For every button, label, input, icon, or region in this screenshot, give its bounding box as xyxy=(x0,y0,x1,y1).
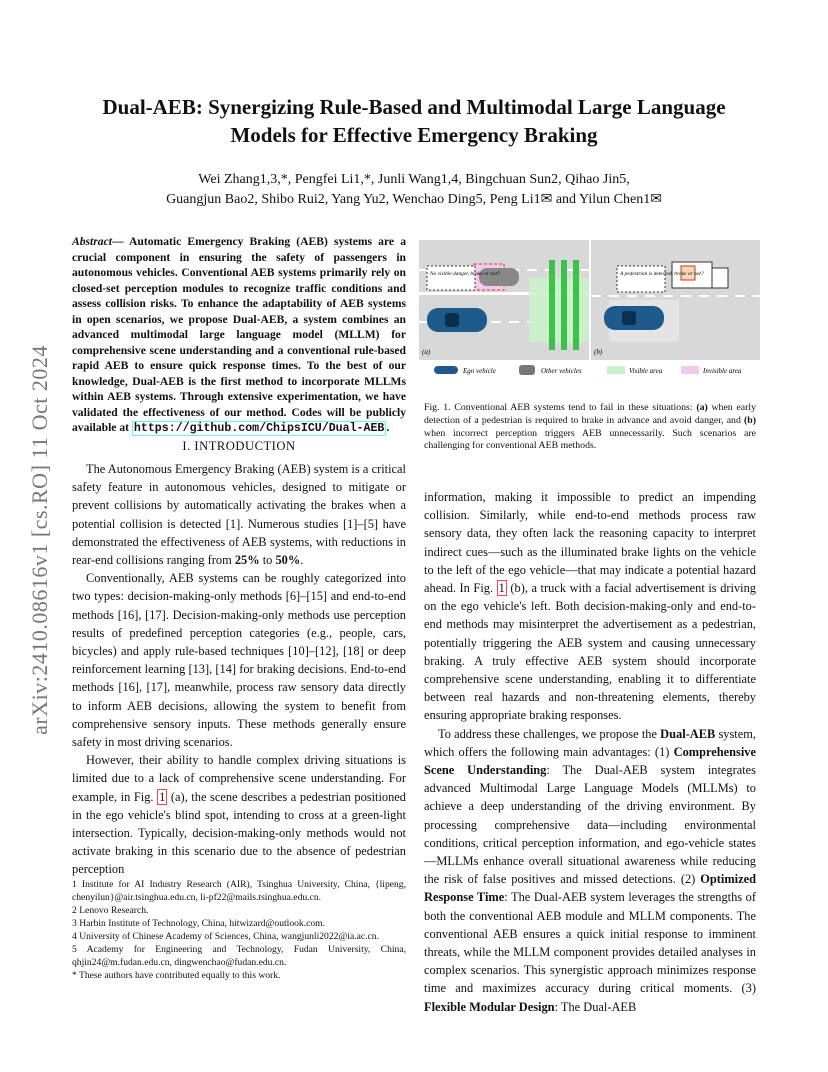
paragraph: However, their ability to handle complex driving situations is limited due to a lack of comprehensive scene understanding. For example, in Fig. 1 (a), the scene describes a pedestrian positioned in the ego vehicle's blind spot, intending to cross at a green-light intersection. Typically, decision-making-only methods would not activate braking in this scenario due to the absence of pedestrian perception xyxy=(72,753,407,877)
right-column-body xyxy=(424,488,756,1016)
authors-line-1: Wei Zhang1,3,*, Pengfei Li1,*, Junli Wang1,4, Bingchuan Sun2, Qihao Jin5, xyxy=(198,172,630,187)
figure-link[interactable]: 1 xyxy=(159,789,166,804)
figure-1 xyxy=(419,240,760,385)
footnote: 1 Institute for AI Industry Research (AIR), Tsinghua University, China, {lipeng, chenyilun}@air.tsinghua.edu.cn, li-pf22@mails.tsinghua.edu.cn. xyxy=(72,879,406,903)
author-list xyxy=(60,170,768,210)
left-column-body xyxy=(72,460,406,879)
code-link[interactable]: https://github.com/ChipsICU/Dual-AEB xyxy=(133,422,385,435)
speech-bubble-a xyxy=(427,266,475,290)
footnotes xyxy=(72,878,406,982)
authors-line-2: Guangjun Bao2, Shibo Rui2, Yang Yu2, Wenchao Ding5, Peng Li1✉ and Yilun Chen1✉ xyxy=(166,192,662,207)
paper-title xyxy=(60,93,768,149)
title-line-2: Models for Effective Emergency Braking xyxy=(230,123,598,147)
arxiv-identifier: arXiv:2410.08616v1 [cs.RO] 11 Oct 2024 xyxy=(27,345,52,735)
footnote: 5 Academy for Engineering and Technology, Fudan University, China, qhjin24@m.fudan.edu.cn, dingwenchao@fudan.edu.cn. xyxy=(72,944,406,968)
svg-text:Invisible area: Invisible area xyxy=(703,367,742,375)
speech-bubble-b xyxy=(617,266,665,292)
paragraph: The Autonomous Emergency Braking (AEB) system is a critical safety feature in autonomous vehicles, designed to mitigate or prevent collisions by automatically activating the brakes when a potential collision is detected [1]. Numerous studies [1]–[5] have demonstrated the effectiveness of AEB systems, with reductions in rear-end collisions ranging from 25% to 50%. xyxy=(72,462,406,568)
title-line-1: Dual-AEB: Synergizing Rule-Based and Multimodal Large Language xyxy=(102,95,726,119)
svg-text:Visible area: Visible area xyxy=(629,367,663,375)
legend-ego-swatch xyxy=(434,366,458,374)
abstract: Abstract— Automatic Emergency Braking (AEB) systems are a crucial component in ensuring the safety of passengers in autonomous vehicles. Conventional AEB systems primarily rely on closed-set perception modules to recognize traffic conditions and assess collision risks. To enhance the adaptability of AEB systems in open scenarios, we propose Dual-AEB, a system combines an advanced multimodal large language model (MLLM) for comprehensive scene understanding and a conventional rule-based rapid AEB to ensure quick response times. To the best of our knowledge, Dual-AEB is the first method to incorporate MLLMs within AEB systems. Through extensive experimentation, we have validated the effectiveness of our method. Codes will be publicly available at https://github.com/ChipsICU/Dual-AEB . xyxy=(72,235,406,435)
svg-text:(a): (a) xyxy=(422,348,431,356)
footnote: * These authors have contributed equally to this work. xyxy=(72,970,281,981)
svg-text:No visible danger, brake or no: No visible danger, brake or not? xyxy=(430,271,500,277)
crosswalk xyxy=(549,260,579,350)
footnote: 2 Lenovo Research. xyxy=(72,905,149,916)
legend-visible-swatch xyxy=(607,366,625,374)
svg-text:Ego vehicle: Ego vehicle xyxy=(463,367,496,375)
abstract-text: — Automatic Emergency Braking (AEB) systems are a crucial component in ensuring the safety of passengers in autonomous vehicles. Conventional AEB systems primarily rely on closed-set perception modules to recognize traffic conditions and assess collision risks. To enhance the adaptability of AEB systems in open scenarios, we propose Dual-AEB, a system combines an advanced multimodal large language model (MLLM) for comprehensive scene understanding and a conventional rule-based rapid AEB to ensure quick response times. To the best of our knowledge, Dual-AEB is the first method to incorporate MLLMs within AEB systems. Through extensive experimentation, we have validated the effectiveness of our method. Codes will be publicly available at xyxy=(72,235,406,434)
svg-text:Other vehicles: Other vehicles xyxy=(541,367,582,375)
footnote: 3 Harbin Institute of Technology, China, hitwizard@outlook.com. xyxy=(72,918,326,929)
visible-area xyxy=(529,278,589,342)
figure-caption: Fig. 1. Conventional AEB systems tend to fail in these situations: (a) when early detection of a pedestrian is required to brake in advance and avoid danger, and (b) when incorrect perception triggers AEB unnecessarily. Such scenarios are challenging for conventional AEB methods. xyxy=(424,402,757,452)
svg-text:(b): (b) xyxy=(594,348,603,356)
paragraph: Conventionally, AEB systems can be roughly categorized into two types: decision-making-only methods [6]–[15] and end-to-end methods [16], [17]. Decision-making-only methods use perception results of predefined perception categories (e.g., people, cars, bicycles) and apply rule-based techniques [10]–[12], [18] or deep reinforcement learning [13], [14] for braking decisions. End-to-end methods [16], [17], meanwhile, process raw sensory data directly to inform AEB decisions, allowing the system to benefit from comprehensive sensory inputs. These methods generally ensure safety in most driving scenarios. xyxy=(72,571,406,750)
figure-link[interactable]: 1 xyxy=(498,581,505,596)
figure-illustration xyxy=(419,240,760,385)
section-heading: I. INTRODUCTION xyxy=(182,439,296,453)
paragraph: To address these challenges, we propose the Dual-AEB system, which offers the following main advantages: (1) Comprehensive Scene Understanding: The Dual-AEB system integrates advanced Multimodal Large Language Models (MLLMs) to achieve a deep understanding of the driving environment. By processing comprehensive data—including environmental conditions, critical perception information, and ego-vehicle states—MLLMs enhance overall situational awareness while reducing the risk of false positives and missed detections. (2) Optimized Response Time: The Dual-AEB system leverages the strengths of both the conventional AEB module and MLLM components. The conventional AEB ensures a quick initial response to imminent threats, while the MLLM component provides detailed analyses in complex scenarios. This synergistic approach minimizes response time and maximizes accuracy during critical moments. (3) Flexible Modular Design: The Dual-AEB xyxy=(424,726,757,1014)
abstract-label: Abstract xyxy=(72,235,112,248)
svg-text:A pedestrian is detected, brak: A pedestrian is detected, brake or not? xyxy=(620,271,704,277)
legend-other-swatch xyxy=(519,365,535,375)
footnote: 4 University of Chinese Academy of Sciences, China, wangjunli2022@ia.ac.cn. xyxy=(72,931,379,942)
legend-invisible-swatch xyxy=(681,366,699,374)
paragraph: information, making it impossible to predict an impending collision. Similarly, while end-to-end methods process raw sensory data, they often lack the reasoning capacity to interpret indirect cues—such as the illuminated brake lights on the vehicle to the left of the ego vehicle—that may indicate a potential hazard ahead. In Fig. 1 (b), a truck with a facial advertisement is driving on the ego vehicle's left. Both decision-making-only and end-to-end methods may misinterpret the advertisement as a pedestrian, potentially triggering the AEB system and causing unnecessary braking. A truly effective AEB system should incorporate comprehensive scene understanding, enabling it to differentiate between real hazards and non-threatening elements, thereby ensuring appropriate braking responses. xyxy=(424,490,756,723)
